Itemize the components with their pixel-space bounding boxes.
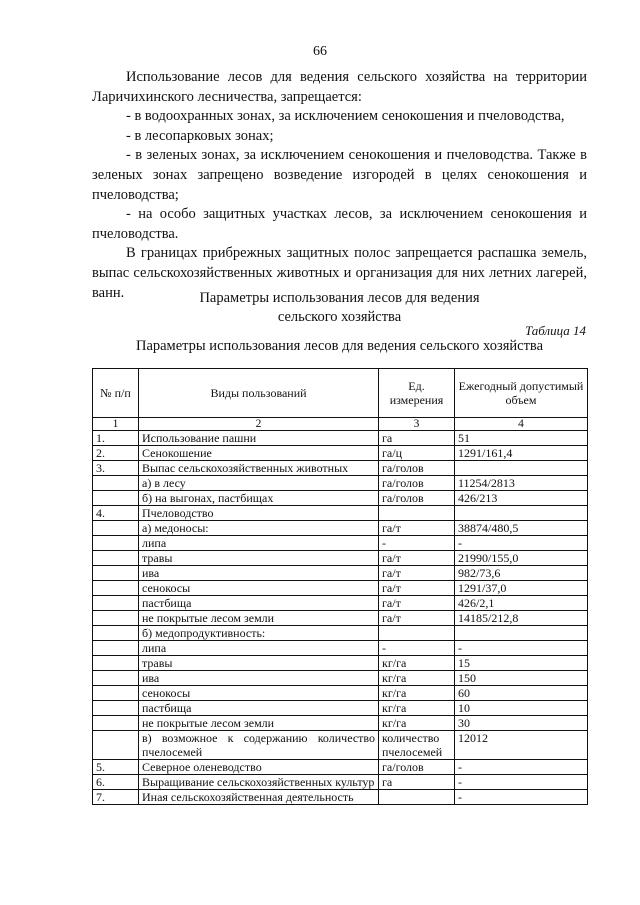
body-text xyxy=(92,68,587,303)
table-row xyxy=(93,461,588,476)
table-row xyxy=(93,656,588,671)
table-number: Таблица 14 xyxy=(524,323,586,338)
header-unit: Ед. измерения xyxy=(379,369,455,418)
volume-cell: 1291/161,4 xyxy=(455,446,588,461)
volume-cell: 51 xyxy=(455,431,588,446)
page-number: 66 xyxy=(313,44,327,59)
volume-cell: 12012 xyxy=(455,731,588,760)
table-row xyxy=(93,536,588,551)
paragraph-intro: Использование лесов для ведения сельского хозяйства на территории Ларичихинского лесничества, запрещается: xyxy=(92,69,587,105)
unit-cell: - xyxy=(379,536,455,551)
row-number-cell: 7. xyxy=(93,790,139,805)
paragraph-item-protected-areas: - на особо защитных участках лесов, за исключением сенокошения и пчеловодства. xyxy=(92,206,587,242)
volume-cell: 1291/37,0 xyxy=(455,581,588,596)
volume-cell xyxy=(455,506,588,521)
unit-cell: кг/га xyxy=(379,656,455,671)
usage-type-cell: сенокосы xyxy=(139,686,379,701)
row-number-cell xyxy=(93,476,139,491)
header-annual-volume: Ежегодный допустимый объем xyxy=(455,369,588,418)
usage-type-cell: б) на выгонах, пастбищах xyxy=(139,491,379,506)
row-number-cell: 4. xyxy=(93,506,139,521)
row-number-cell xyxy=(93,656,139,671)
usage-type-cell: липа xyxy=(139,641,379,656)
table-row xyxy=(93,476,588,491)
row-number-cell xyxy=(93,716,139,731)
paragraph-item-park-zones: - в лесопарковых зонах; xyxy=(126,127,274,144)
paragraph-coastal-strips: В границах прибрежных защитных полос запрещается распашка земель, выпас сельскохозяйственных животных и организация для них летних лагерей, ванн. xyxy=(92,245,587,301)
volume-cell: 426/2,1 xyxy=(455,596,588,611)
table-caption: Параметры использования лесов для ведения сельского хозяйства xyxy=(135,338,544,354)
unit-cell: га/голов xyxy=(379,476,455,491)
row-number-cell xyxy=(93,641,139,656)
row-number-cell xyxy=(93,611,139,626)
unit-cell: кг/га xyxy=(379,701,455,716)
usage-type-cell: ива xyxy=(139,566,379,581)
row-number-cell xyxy=(93,731,139,760)
section-title xyxy=(92,289,587,327)
table-row xyxy=(93,506,588,521)
volume-cell: 21990/155,0 xyxy=(455,551,588,566)
table-row xyxy=(93,790,588,805)
row-number-cell xyxy=(93,566,139,581)
volume-cell: 10 xyxy=(455,701,588,716)
unit-cell: кг/га xyxy=(379,671,455,686)
parameters-table xyxy=(92,368,588,805)
table-row xyxy=(93,641,588,656)
unit-cell: га/т xyxy=(379,551,455,566)
row-number-cell xyxy=(93,626,139,641)
column-number: 4 xyxy=(455,418,588,431)
unit-cell xyxy=(379,790,455,805)
column-number: 1 xyxy=(93,418,139,431)
unit-cell xyxy=(379,506,455,521)
table-row xyxy=(93,521,588,536)
volume-cell: 38874/480,5 xyxy=(455,521,588,536)
row-number-cell xyxy=(93,596,139,611)
table-row xyxy=(93,760,588,775)
usage-type-cell: Северное оленеводство xyxy=(139,760,379,775)
section-title-line1: Параметры использования лесов для ведения xyxy=(199,290,480,306)
unit-cell: га xyxy=(379,431,455,446)
usage-type-cell: Выращивание сельскохозяйственных культур xyxy=(139,775,379,790)
table-body xyxy=(93,431,588,805)
unit-cell: га/ц xyxy=(379,446,455,461)
header-number: № п/п xyxy=(93,369,139,418)
table-row xyxy=(93,731,588,760)
volume-cell: 11254/2813 xyxy=(455,476,588,491)
volume-cell: 14185/212,8 xyxy=(455,611,588,626)
volume-cell: 150 xyxy=(455,671,588,686)
table-row xyxy=(93,491,588,506)
unit-cell: га/голов xyxy=(379,491,455,506)
unit-cell: га xyxy=(379,775,455,790)
unit-cell: кг/га xyxy=(379,686,455,701)
unit-cell: га/голов xyxy=(379,461,455,476)
row-number-cell xyxy=(93,701,139,716)
row-number-cell: 2. xyxy=(93,446,139,461)
table-row xyxy=(93,626,588,641)
volume-cell: - xyxy=(455,641,588,656)
row-number-cell: 5. xyxy=(93,760,139,775)
volume-cell: - xyxy=(455,790,588,805)
row-number-cell xyxy=(93,686,139,701)
column-number: 2 xyxy=(139,418,379,431)
table-row xyxy=(93,566,588,581)
table-row xyxy=(93,431,588,446)
section-title-line2: сельского хозяйства xyxy=(277,309,402,325)
volume-cell: - xyxy=(455,760,588,775)
usage-type-cell: Иная сельскохозяйственная деятельность xyxy=(139,790,379,805)
unit-cell: га/т xyxy=(379,596,455,611)
usage-type-cell: пастбища xyxy=(139,701,379,716)
header-usage-type: Виды пользований xyxy=(139,369,379,418)
table-row xyxy=(93,446,588,461)
usage-type-cell: пастбища xyxy=(139,596,379,611)
unit-cell: га/т xyxy=(379,521,455,536)
table-row xyxy=(93,701,588,716)
paragraph-item-water-zones: - в водоохранных зонах, за исключением сенокошения и пчеловодства, xyxy=(126,108,565,125)
usage-type-cell: Пчеловодство xyxy=(139,506,379,521)
row-number-cell xyxy=(93,536,139,551)
paragraph-item-green-zones: - в зеленых зонах, за исключением сенокошения и пчеловодства. Также в зеленых зонах запрещено возведение изгородей в целях сенокошения и пчеловодства; xyxy=(92,147,587,203)
usage-type-cell: ива xyxy=(139,671,379,686)
unit-cell: - xyxy=(379,641,455,656)
volume-cell: - xyxy=(455,775,588,790)
usage-type-cell: травы xyxy=(139,551,379,566)
row-number-cell: 6. xyxy=(93,775,139,790)
volume-cell: 426/213 xyxy=(455,491,588,506)
row-number-cell xyxy=(93,581,139,596)
unit-cell: га/т xyxy=(379,566,455,581)
unit-cell: га/голов xyxy=(379,760,455,775)
row-number-cell: 1. xyxy=(93,431,139,446)
table-row xyxy=(93,596,588,611)
table-header-row xyxy=(93,369,588,418)
usage-type-cell: сенокосы xyxy=(139,581,379,596)
row-number-cell: 3. xyxy=(93,461,139,476)
usage-type-cell: Выпас сельскохозяйственных животных xyxy=(139,461,379,476)
unit-cell: га/т xyxy=(379,581,455,596)
row-number-cell xyxy=(93,521,139,536)
table-row xyxy=(93,775,588,790)
volume-cell: - xyxy=(455,536,588,551)
usage-type-cell: не покрытые лесом земли xyxy=(139,611,379,626)
volume-cell: 60 xyxy=(455,686,588,701)
row-number-cell xyxy=(93,491,139,506)
volume-cell xyxy=(455,626,588,641)
usage-type-cell: Использование пашни xyxy=(139,431,379,446)
usage-type-cell: травы xyxy=(139,656,379,671)
row-number-cell xyxy=(93,671,139,686)
unit-cell: кг/га xyxy=(379,716,455,731)
usage-type-cell: б) медопродуктивность: xyxy=(139,626,379,641)
unit-cell: количество пчелосемей xyxy=(379,731,455,760)
unit-cell: га/т xyxy=(379,611,455,626)
volume-cell: 15 xyxy=(455,656,588,671)
usage-type-cell: не покрытые лесом земли xyxy=(139,716,379,731)
table-row xyxy=(93,611,588,626)
usage-type-cell: Сенокошение xyxy=(139,446,379,461)
table-row xyxy=(93,686,588,701)
usage-type-cell: в) возможное к содержанию количество пчелосемей xyxy=(139,731,379,760)
volume-cell: 982/73,6 xyxy=(455,566,588,581)
table-row xyxy=(93,671,588,686)
table-row xyxy=(93,581,588,596)
row-number-cell xyxy=(93,551,139,566)
unit-cell xyxy=(379,626,455,641)
usage-type-cell: липа xyxy=(139,536,379,551)
usage-type-cell: а) медоносы: xyxy=(139,521,379,536)
table-row xyxy=(93,551,588,566)
table-row xyxy=(93,716,588,731)
volume-cell: 30 xyxy=(455,716,588,731)
usage-type-cell: а) в лесу xyxy=(139,476,379,491)
volume-cell xyxy=(455,461,588,476)
column-number-row xyxy=(93,418,588,431)
column-number: 3 xyxy=(379,418,455,431)
